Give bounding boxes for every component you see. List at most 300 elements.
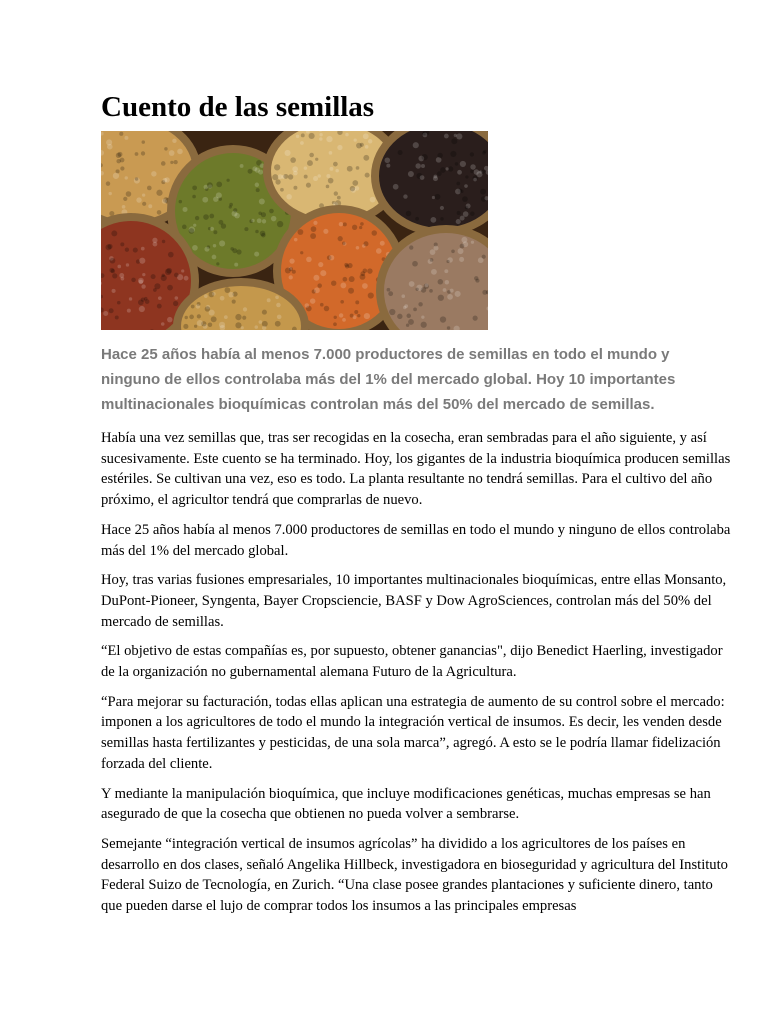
seed-texture	[139, 306, 145, 312]
seed-texture	[454, 134, 457, 137]
seed-texture	[460, 244, 465, 249]
seed-texture	[293, 186, 297, 190]
seed-texture	[433, 246, 438, 251]
seed-texture	[110, 258, 116, 264]
seed-texture	[362, 283, 368, 289]
seed-texture	[430, 249, 436, 255]
seed-texture	[451, 249, 455, 253]
seed-texture	[470, 170, 474, 174]
seed-texture	[444, 269, 448, 273]
seed-texture	[220, 296, 225, 301]
seed-texture	[470, 152, 474, 156]
seed-texture	[234, 213, 240, 219]
seed-texture	[465, 206, 469, 210]
seed-texture	[288, 174, 293, 179]
seed-texture	[365, 173, 370, 178]
seed-texture	[474, 276, 478, 280]
seed-texture	[255, 183, 259, 187]
seed-texture	[329, 255, 334, 260]
seed-texture	[269, 209, 274, 214]
seed-texture	[326, 174, 330, 178]
seed-texture	[323, 229, 328, 234]
seed-texture	[228, 292, 234, 298]
seed-texture	[339, 313, 343, 317]
seed-texture	[157, 210, 162, 215]
seed-texture	[210, 227, 214, 231]
seed-texture	[213, 244, 216, 247]
seed-texture	[364, 313, 370, 319]
seed-texture	[433, 175, 437, 179]
seed-texture	[482, 151, 486, 155]
seed-texture	[296, 135, 299, 138]
seed-texture	[459, 257, 464, 262]
seed-texture	[435, 194, 441, 200]
seed-texture	[415, 217, 419, 221]
seed-texture	[387, 288, 391, 292]
seed-texture	[406, 211, 412, 217]
seed-texture	[230, 247, 233, 250]
seed-texture	[226, 179, 229, 182]
seed-texture	[174, 273, 179, 278]
seed-texture	[248, 169, 253, 174]
seed-texture	[333, 322, 337, 326]
seed-texture	[458, 248, 464, 254]
seed-texture	[447, 326, 450, 329]
seed-texture	[421, 154, 427, 160]
seed-texture	[168, 252, 174, 258]
seed-texture	[125, 176, 128, 179]
seed-texture	[473, 178, 477, 182]
seed-texture	[126, 263, 129, 266]
seed-texture	[192, 245, 198, 251]
seed-texture	[365, 145, 369, 149]
seed-texture	[311, 226, 317, 232]
seed-texture	[376, 248, 382, 254]
seed-texture	[275, 295, 279, 299]
seed-texture	[370, 197, 376, 203]
seed-texture	[456, 219, 461, 224]
seed-texture	[401, 294, 405, 298]
seed-texture	[267, 298, 271, 302]
seed-texture	[256, 188, 260, 192]
seed-texture	[275, 321, 281, 327]
seed-texture	[285, 150, 291, 156]
seed-texture	[306, 183, 311, 188]
seed-texture	[473, 316, 478, 321]
seed-texture	[310, 298, 315, 303]
seed-texture	[460, 161, 466, 167]
seed-texture	[183, 324, 188, 329]
seed-texture	[293, 171, 298, 176]
seed-texture	[397, 314, 402, 319]
seed-texture	[430, 258, 434, 262]
seed-texture	[202, 197, 208, 203]
seed-texture	[313, 275, 319, 281]
seed-texture	[438, 279, 444, 285]
seed-texture	[153, 242, 158, 247]
seed-texture	[319, 133, 322, 136]
seed-texture	[170, 161, 173, 164]
seed-texture	[280, 188, 284, 192]
seed-texture	[339, 222, 343, 226]
seed-texture	[119, 273, 124, 278]
seed-texture	[158, 296, 162, 300]
seed-texture	[418, 302, 422, 306]
seed-texture	[262, 326, 266, 330]
seed-texture	[148, 204, 152, 208]
body-paragraph-7: Semejante “integración vertical de insumos agrícolas” ha dividido a los agricultores de los países en desarrollo en dos clases, señaló Angelika Hillbeck, investigadora en bioseguridad y agricultura del Instituto Federal Suizo de Tecnología, en Zurich. “Una clase posee grandes plantaciones y suficiente dinero, tanto que pueden darse el lujo de comprar todos los insumos a las principales empresas	[101, 835, 728, 915]
seed-texture	[357, 314, 360, 317]
seed-texture	[460, 216, 465, 221]
seed-texture	[331, 280, 336, 285]
seed-texture	[120, 242, 124, 246]
seed-texture	[345, 133, 349, 137]
seed-texture	[393, 184, 399, 190]
seed-texture	[115, 316, 119, 320]
seed-texture	[242, 316, 246, 320]
seed-texture	[313, 221, 317, 225]
seed-texture	[482, 290, 487, 295]
seed-texture	[204, 294, 208, 298]
seed-texture	[350, 186, 355, 191]
seed-texture	[408, 171, 414, 177]
seed-texture	[116, 153, 121, 158]
seed-texture	[286, 194, 292, 200]
seed-texture	[315, 158, 318, 161]
seed-texture	[294, 238, 298, 242]
seed-texture	[350, 314, 354, 318]
seed-texture	[103, 311, 108, 316]
seed-texture	[151, 274, 156, 279]
body-paragraph-3: Hoy, tras varias fusiones empresariales, 10 importantes multinacionales bioquímicas, entre ellas Monsanto, DuPont-Pioneer, Syngenta, Bayer Cropsciencie, BASF y Dow AgroSciences, controlan más del 50% del mercado de semillas.	[101, 572, 727, 630]
seed-texture	[271, 216, 276, 221]
seed-texture	[406, 324, 409, 327]
seed-texture	[455, 291, 461, 297]
seed-texture	[204, 247, 209, 252]
seed-texture	[478, 257, 484, 263]
seed-texture	[470, 164, 475, 169]
lead-paragraph: Hace 25 años había al menos 7.000 productores de semillas en todo el mundo y ninguno de ellos controlaba más del 1% del mercado global. Hoy 10 importantes multinacionales bioquímicas controlan más del 50% del mercado de semillas.	[101, 346, 676, 413]
seed-texture	[207, 182, 213, 188]
seed-texture	[203, 214, 209, 220]
seed-texture	[305, 303, 310, 308]
seed-texture	[444, 134, 449, 139]
body-paragraph-1: Había una vez semillas que, tras ser recogidas en la cosecha, eran sembradas para el año siguiente, y así sucesivamente. Este cuento se ha terminado. Hoy, los gigantes de la industria bioquímica producen semillas estériles. Se cultivan una vez, eso es todo. La planta resultante no tendrá semillas. Para el cultivo del año próximo, el agricultor tendrá que comprarlas de nuevo.	[101, 430, 731, 509]
seed-texture	[142, 202, 146, 206]
seed-texture	[480, 189, 486, 195]
seed-texture	[216, 262, 219, 265]
seed-texture	[355, 300, 359, 304]
seed-texture	[343, 277, 348, 282]
seed-texture	[307, 160, 313, 166]
seed-texture	[108, 192, 111, 195]
seed-texture	[326, 136, 332, 142]
seed-texture	[221, 223, 226, 228]
seed-texture	[125, 248, 129, 252]
seed-texture	[260, 231, 266, 237]
seed-texture	[347, 166, 353, 172]
seed-texture	[398, 150, 403, 155]
seed-texture	[415, 288, 418, 291]
seed-texture	[404, 304, 408, 308]
seed-texture	[283, 174, 288, 179]
seed-texture	[175, 296, 179, 300]
seed-texture	[117, 265, 121, 269]
seed-texture	[277, 315, 282, 320]
seed-texture	[112, 289, 116, 293]
seed-texture	[343, 222, 347, 226]
seed-texture	[107, 144, 113, 150]
seed-texture	[255, 230, 259, 234]
seed-texture	[313, 176, 318, 181]
seed-texture	[181, 269, 184, 272]
seed-texture	[413, 142, 419, 148]
seed-texture	[109, 308, 114, 313]
seed-sacks-photo	[101, 131, 488, 330]
seed-texture	[162, 240, 165, 243]
seed-texture	[440, 167, 446, 173]
seed-texture	[113, 173, 119, 179]
article-body	[101, 428, 731, 917]
seed-texture	[240, 164, 244, 168]
seed-texture	[235, 322, 241, 328]
seed-texture	[471, 241, 474, 244]
document-content	[101, 88, 731, 926]
seed-texture	[224, 315, 228, 319]
seed-texture	[440, 217, 444, 221]
seed-texture	[211, 316, 217, 322]
seed-texture	[161, 322, 165, 326]
seed-texture	[465, 175, 468, 178]
seed-texture	[142, 273, 145, 276]
seed-texture	[161, 161, 166, 166]
seed-texture	[262, 219, 266, 223]
seed-texture	[440, 206, 444, 210]
seed-texture	[141, 247, 145, 251]
seed-texture	[289, 259, 294, 264]
seed-texture	[156, 190, 162, 196]
seed-texture	[255, 325, 258, 328]
seed-texture	[470, 211, 475, 216]
seed-texture	[450, 151, 456, 157]
seed-texture	[356, 143, 362, 149]
seed-texture	[443, 288, 447, 292]
seed-texture	[314, 287, 320, 293]
seed-texture	[408, 319, 414, 325]
seed-texture	[455, 189, 461, 195]
seed-texture	[107, 244, 112, 249]
seed-texture	[334, 191, 338, 195]
seed-texture	[127, 309, 131, 313]
seed-texture	[126, 191, 132, 197]
seed-texture	[409, 245, 413, 249]
seed-texture	[342, 241, 346, 245]
seed-texture	[304, 175, 308, 179]
seed-texture	[457, 170, 462, 175]
seed-texture	[368, 292, 374, 298]
seed-texture	[285, 268, 291, 274]
seed-texture	[142, 193, 145, 196]
seed-texture	[352, 180, 358, 186]
seed-texture	[225, 287, 231, 293]
seed-texture	[229, 203, 233, 207]
seed-texture	[138, 278, 144, 284]
seed-texture	[106, 181, 110, 185]
seed-texture	[194, 325, 197, 328]
seed-texture	[278, 174, 283, 179]
seed-texture	[368, 139, 372, 143]
seed-texture	[445, 280, 449, 284]
seed-texture	[177, 149, 183, 155]
seed-texture	[421, 322, 427, 328]
seed-texture	[333, 162, 338, 167]
seed-texture	[179, 200, 182, 203]
seed-texture	[447, 294, 453, 300]
seed-texture	[182, 225, 187, 230]
seed-texture	[258, 212, 262, 216]
seed-texture	[219, 240, 225, 246]
seed-texture	[354, 138, 357, 141]
seed-texture	[461, 237, 467, 243]
seed-texture	[111, 230, 117, 236]
seed-texture	[389, 309, 395, 315]
seed-texture	[259, 198, 265, 204]
seed-texture	[243, 307, 247, 311]
seed-texture	[257, 218, 262, 223]
seed-texture	[425, 283, 429, 287]
seed-texture	[272, 174, 278, 180]
seed-texture	[372, 230, 377, 235]
seed-texture	[430, 217, 436, 223]
seed-texture	[337, 145, 342, 150]
seed-texture	[139, 258, 145, 264]
seed-texture	[356, 166, 360, 170]
seed-texture	[429, 289, 433, 293]
seed-texture	[255, 167, 260, 172]
seed-texture	[184, 276, 189, 281]
seed-texture	[205, 306, 210, 311]
seed-texture	[421, 164, 425, 168]
body-paragraph-4: “El objetivo de estas compañías es, por supuesto, obtener ganancias", dijo Benedict Haerling, investigador de la organización no gubernamental alemana Futuro de la Agricultura.	[101, 643, 723, 681]
seed-texture	[195, 216, 199, 220]
seed-texture	[300, 251, 303, 254]
seed-texture	[174, 160, 178, 164]
seed-texture	[135, 152, 139, 156]
seed-texture	[275, 179, 280, 184]
seed-texture	[463, 211, 469, 217]
seed-texture	[216, 192, 222, 198]
seed-texture	[320, 270, 326, 276]
seed-texture	[124, 136, 128, 140]
seed-texture	[340, 283, 346, 289]
seed-texture	[189, 315, 194, 320]
seed-texture	[145, 299, 150, 304]
seed-texture	[297, 229, 303, 235]
seed-texture	[309, 153, 314, 158]
seed-texture	[162, 199, 167, 204]
page-title: Cuento de las semillas	[101, 91, 375, 123]
seed-texture	[338, 236, 343, 241]
seed-texture	[251, 219, 255, 223]
seed-texture	[234, 263, 238, 267]
seed-texture	[151, 171, 156, 176]
seed-texture	[335, 169, 339, 173]
seed-texture	[457, 211, 461, 215]
seed-texture	[324, 306, 330, 312]
seed-texture	[363, 155, 369, 161]
seed-texture	[112, 273, 117, 278]
seed-texture	[318, 262, 323, 267]
seed-texture	[169, 150, 175, 156]
seed-texture	[208, 322, 212, 326]
seed-texture	[437, 153, 442, 158]
body-paragraph-5: “Para mejorar su facturación, todas ellas aplican una estrategia de aumento de su control sobre el mercado: imponen a los agricultores de todo el mundo la integración vertical de insumos. Es decir, les venden desde semillas hasta fertilizantes y pesticidas, de una sola marca”, agregó. A esto se le podría llamar fidelización forzada del cliente.	[101, 693, 725, 772]
seed-texture	[319, 137, 323, 141]
seed-texture	[122, 205, 126, 209]
seed-texture	[356, 246, 360, 250]
seed-texture	[276, 303, 280, 307]
seed-texture	[317, 283, 322, 288]
seed-texture	[185, 316, 188, 319]
seed-texture	[172, 139, 176, 143]
seed-texture	[289, 275, 293, 279]
seed-texture	[309, 133, 315, 139]
seed-texture	[277, 221, 283, 227]
seed-texture	[386, 164, 390, 168]
seed-texture	[119, 132, 123, 136]
seed-texture	[320, 303, 324, 307]
seed-texture	[360, 271, 365, 276]
seed-texture	[380, 241, 385, 246]
seed-texture	[340, 300, 344, 304]
seed-texture	[367, 268, 372, 273]
seed-texture	[136, 197, 141, 202]
seed-texture	[420, 175, 425, 180]
seed-texture	[352, 225, 357, 230]
seed-texture	[197, 320, 203, 326]
seed-texture	[360, 222, 364, 226]
seed-texture	[191, 305, 195, 309]
seed-texture	[262, 310, 267, 315]
seed-texture	[448, 166, 453, 171]
seed-texture	[173, 301, 178, 306]
seed-texture	[359, 226, 362, 229]
seed-texture	[310, 233, 316, 239]
seed-texture	[385, 157, 391, 163]
seed-texture	[163, 178, 168, 183]
seed-texture	[421, 315, 424, 318]
seed-texture	[192, 185, 197, 190]
seed-texture	[456, 182, 460, 186]
seed-texture	[254, 252, 259, 257]
body-paragraph-6: Y mediante la manipulación bioquímica, que incluye modificaciones genéticas, muchas empresas se han asegurado de que la cosecha que obtienen no pueda volver a sembrarse.	[101, 785, 711, 823]
seed-texture	[147, 186, 152, 191]
seed-texture	[162, 274, 165, 277]
body-paragraph-2: Hace 25 años había al menos 7.000 productores de semillas en todo el mundo y ninguno de ellos controlaba más del 1% del mercado global.	[101, 521, 731, 559]
seed-texture	[197, 314, 201, 318]
seed-texture	[196, 304, 200, 308]
seed-texture	[166, 268, 172, 274]
seed-texture	[462, 196, 468, 202]
seed-texture	[164, 147, 167, 150]
seed-texture	[192, 195, 196, 199]
seed-texture	[244, 227, 248, 231]
seed-texture	[193, 224, 196, 227]
seed-texture	[415, 163, 420, 168]
seed-texture	[326, 185, 330, 189]
seed-texture	[481, 169, 485, 173]
seed-texture	[120, 166, 124, 170]
